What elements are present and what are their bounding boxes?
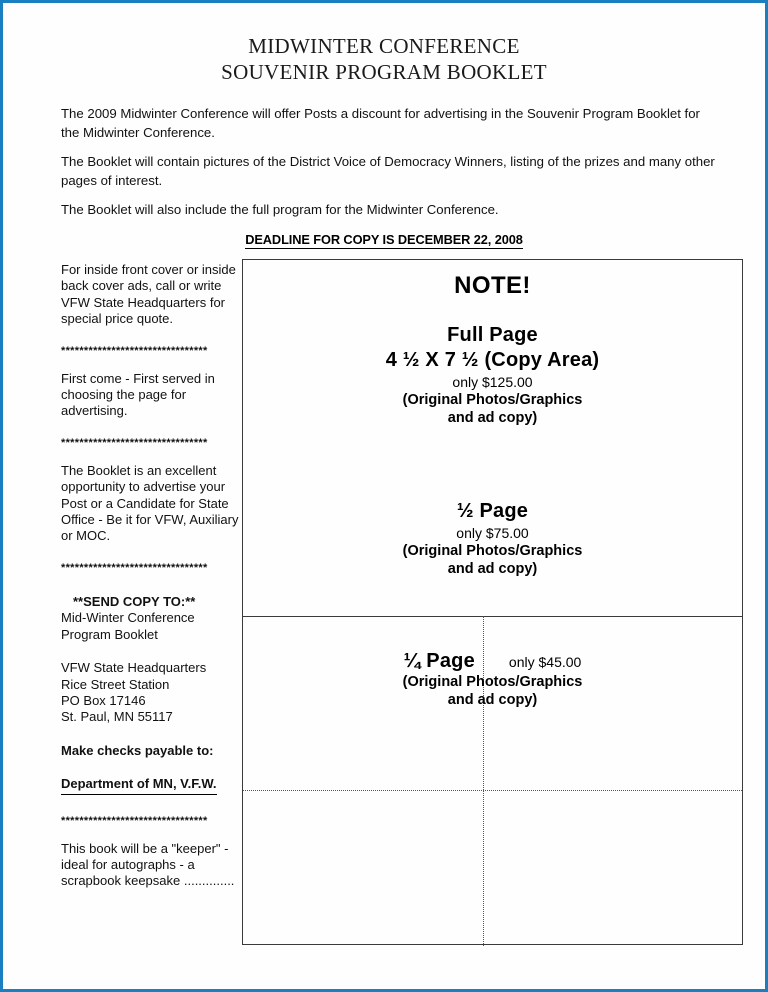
note-title: NOTE! [454,272,531,299]
sidebar-block-cover-ads: For inside front cover or inside back cover ads, call or write VFW State Headquarters for special price quote. [61,262,236,327]
full-page-includes-line-1: (Original Photos/Graphics [402,392,583,408]
address-line-4: St. Paul, MN 55117 [61,709,173,725]
sidebar-separator-3: ******************************** [61,561,208,574]
spacer [61,420,241,437]
spacer [61,726,241,743]
full-page-block [243,323,742,427]
deadline-text: DEADLINE FOR COPY IS DECEMBER 22, 2008 [245,232,523,247]
half-page-includes-line-2: and ad copy) [447,561,538,577]
checks-payee-wrap [61,776,241,794]
spacer [61,827,241,841]
page-title-line-1: MIDWINTER CONFERENCE [248,34,520,58]
sidebar-block-first-come: First come - First served in choosing the page for advertising. [61,370,215,419]
divider-solid [243,616,742,617]
sidebar-separator-4: ******************************** [61,814,208,827]
spacer [61,328,241,345]
deadline-notice [6,232,762,247]
intro-paragraph-1: The 2009 Midwinter Conference will offer Posts a discount for advertising in the Souvenir Program Booklet for the Midwinter Conference. [61,106,700,140]
send-copy-line-2: Program Booklet [61,626,158,642]
address-line-3: PO Box 17146 [61,692,146,708]
half-page-block [243,499,742,578]
quarter-page-name: ¼ Page [403,650,475,672]
half-page-price: only $75.00 [456,525,529,541]
sidebar-separator-2: ******************************** [61,436,208,449]
half-page-includes-line-1: (Original Photos/Graphics [402,543,583,559]
quarter-page-includes-line-1: (Original Photos/Graphics [402,674,583,690]
spacer [61,545,241,562]
spacer [61,449,241,463]
full-page-dimensions: 4 ½ X 7 ½ (Copy Area) [385,349,600,371]
quarter-page-title-row [243,650,742,673]
half-page-name: ½ Page [456,500,529,522]
full-page-name: Full Page [447,324,538,346]
spacer [61,643,241,660]
intro-paragraph-2: The Booklet will contain pictures of the District Voice of Democracy Winners, listing of the prizes and many other pages of interest. [61,154,715,188]
spacer [61,357,241,371]
intro-paragraph-3: The Booklet will also include the full program for the Midwinter Conference. [61,202,499,217]
document-sheet [6,6,762,986]
sidebar-block-opportunity: The Booklet is an excellent opportunity to advertise your Post or a Candidate for State Office - Be it for VFW, Auxiliary or MOC. [61,462,239,544]
quarter-page-block [243,650,742,709]
send-copy-heading: **SEND COPY TO:** [73,593,196,609]
address-line-2: Rice Street Station [61,676,170,692]
spacer [61,795,241,815]
ad-layout-box [242,259,743,945]
quarter-page-price: only $45.00 [508,654,582,670]
sidebar-block-keeper: This book will be a "keeper" - ideal for autographs - a scrapbook keepsake .............. [61,840,235,889]
quarter-page-includes-line-2: and ad copy) [447,692,538,708]
checks-payee: Department of MN, V.F.W. [61,776,217,794]
send-copy-line-1: Mid-Winter Conference [61,610,195,626]
sidebar-separator-1: ******************************** [61,344,208,357]
make-checks-payable-label: Make checks payable to: [61,742,214,758]
full-page-includes-line-2: and ad copy) [447,410,538,426]
full-page-price: only $125.00 [452,374,533,390]
spacer [61,574,241,594]
page-title-line-2: SOUVENIR PROGRAM BOOKLET [221,60,547,84]
sidebar-column [61,262,241,890]
page-title [6,33,762,85]
address-line-1: VFW State Headquarters [61,660,207,676]
spacer [61,759,241,776]
divider-dotted-horizontal [243,790,742,791]
